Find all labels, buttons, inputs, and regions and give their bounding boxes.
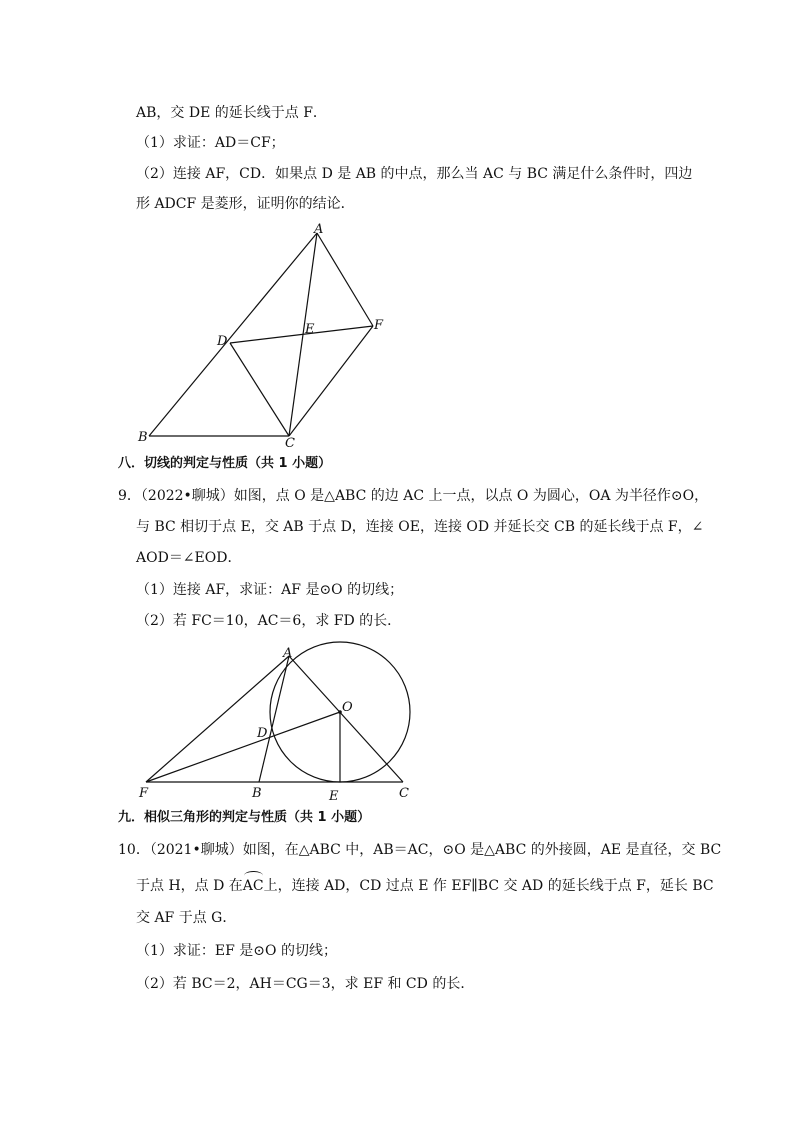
section-heading-9: 九．相似三角形的判定与性质（共 1 小题）: [118, 810, 371, 825]
label-b: B: [138, 430, 148, 445]
label-e: E: [329, 789, 339, 804]
p8-question-1: （1）求证：AD＝CF；: [136, 135, 285, 151]
p10-question-1: （1）求证：EF 是⊙O 的切线；: [136, 943, 337, 959]
p8-line1: AB，交 DE 的延长线于点 F．: [136, 105, 327, 121]
segment-dc: [230, 343, 289, 436]
p8-question-2-line2: 形 ADCF 是菱形，证明你的结论．: [136, 196, 355, 212]
figure-9: [130, 638, 420, 808]
p8-question-2-line1: （2）连接 AF，CD．如果点 D 是 AB 的中点，那么当 AC 与 BC 满足什么条件时，四边: [136, 166, 693, 182]
p10-line2: [136, 876, 714, 896]
p10-line3: 交 AF 于点 G．: [136, 910, 237, 926]
p10-line2-pre: 于点 H，点 D 在: [136, 878, 243, 894]
label-a: A: [314, 222, 324, 237]
p10-line2-post: 上，连接 AD，CD 过点 E 作 EF∥BC 交 AD 的延长线于点 F，延长 BC: [263, 878, 714, 894]
p9-line2: 与 BC 相切于点 E，交 AB 于点 D，连接 OE，连接 OD 并延长交 CB 的延长线于点 F，∠: [136, 519, 704, 535]
section-heading-8: 八．切线的判定与性质（共 1 小题）: [118, 456, 332, 471]
label-d: D: [217, 334, 228, 349]
label-a: A: [283, 646, 293, 661]
segment-ab: [259, 656, 289, 782]
p9-line1: 9．（2022•聊城）如图，点 O 是△ABC 的边 AC 上一点，以点 O 为圆心，OA 为半径作⊙O，: [118, 488, 709, 504]
segment-af: [317, 233, 373, 326]
segment-af: [146, 656, 289, 782]
label-f: F: [139, 786, 149, 801]
arc-ac: AC: [242, 878, 264, 894]
segment-ac: [289, 656, 403, 782]
label-o: O: [342, 700, 353, 715]
p10-line1: 10．（2021•聊城）如图，在△ABC 中，AB＝AC，⊙O 是△ABC 的外接圆，AE 是直径，交 BC: [118, 842, 722, 858]
p9-question-2: （2）若 FC＝10，AC＝6，求 FD 的长．: [136, 613, 402, 629]
segment-df: [230, 326, 373, 343]
label-e: E: [305, 322, 315, 337]
p10-question-2: （2）若 BC＝2，AH＝CG＝3，求 EF 和 CD 的长．: [136, 976, 475, 992]
label-c: C: [285, 436, 295, 450]
label-f: F: [374, 318, 384, 333]
label-d: D: [257, 726, 268, 741]
label-c: C: [399, 786, 409, 801]
p9-question-1: （1）连接 AF，求证：AF 是⊙O 的切线；: [136, 582, 404, 598]
label-b: B: [252, 786, 262, 801]
figure-8: [130, 215, 400, 450]
segment-fo: [146, 712, 340, 782]
segment-ab: [149, 233, 317, 436]
p9-line3: AOD＝∠EOD．: [136, 550, 242, 566]
